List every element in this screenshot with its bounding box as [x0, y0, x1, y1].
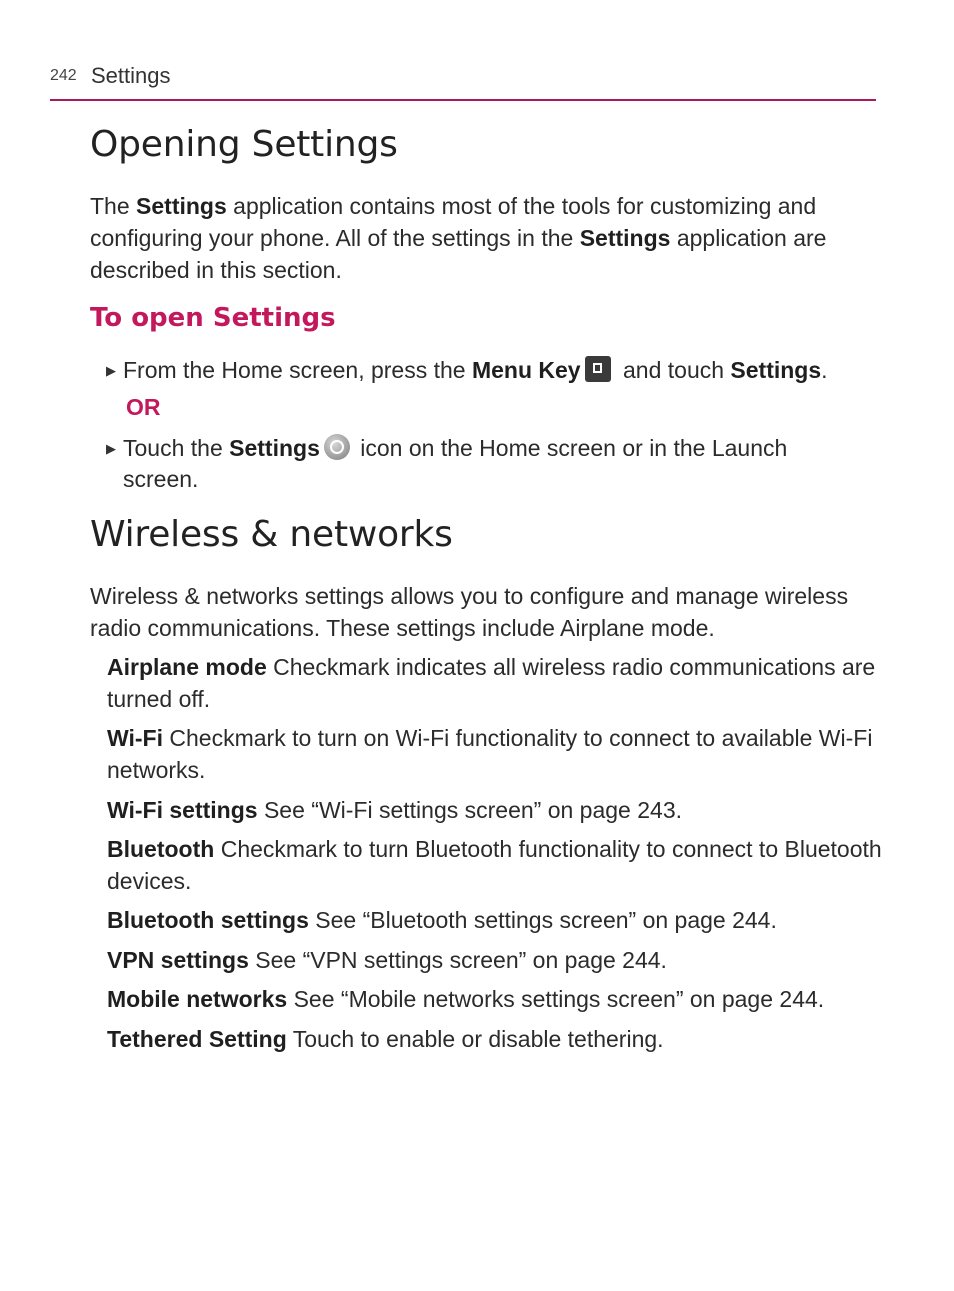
running-section-title: Settings — [91, 63, 171, 88]
triangle-right-icon: ▶ — [106, 363, 116, 378]
page-number: 242 — [50, 67, 77, 84]
triangle-right-icon: ▶ — [106, 441, 116, 456]
wireless-intro-paragraph: Wireless & networks settings allows you to configure and manage wireless radio communications. These settings include Airplane mode. — [90, 583, 849, 641]
item-bluetooth-settings: Bluetooth settings See “Bluetooth settings screen” on page 244. — [107, 907, 777, 933]
item-vpn-settings: VPN settings See “VPN settings screen” on page 244. — [107, 947, 667, 973]
opening-intro-paragraph: The Settings application contains most of the tools for customizing and configuring your phone. All of the settings in the Settings application are described in this section. — [90, 193, 827, 283]
item-airplane-mode: Airplane mode Checkmark indicates all wireless radio communications are turned off. — [107, 654, 876, 712]
item-wifi: Wi-Fi Checkmark to turn on Wi-Fi functionality to connect to available Wi-Fi networks. — [107, 725, 873, 783]
item-tethered-setting: Tethered Setting Touch to enable or disable tethering. — [107, 1026, 664, 1052]
item-wifi-settings: Wi-Fi settings See “Wi-Fi settings screen” on page 243. — [107, 797, 682, 823]
page-header — [50, 62, 876, 101]
step-settings-icon: ▶ Touch the Settings icon on the Home screen or in the Launch screen. — [106, 435, 788, 492]
item-bluetooth: Bluetooth Checkmark to turn Bluetooth functionality to connect to Bluetooth devices. — [107, 836, 882, 894]
to-open-settings-subheading: To open Settings — [90, 303, 336, 333]
menu-key-icon — [585, 356, 611, 382]
opening-settings-heading: Opening Settings — [90, 124, 398, 165]
item-mobile-networks: Mobile networks See “Mobile networks settings screen” on page 244. — [107, 986, 825, 1012]
wireless-networks-heading: Wireless & networks — [90, 514, 453, 555]
step-menu-key: ▶ From the Home screen, press the Menu Key and touch Settings. — [106, 355, 896, 386]
settings-gear-icon — [324, 434, 350, 460]
or-separator: OR — [126, 394, 161, 420]
